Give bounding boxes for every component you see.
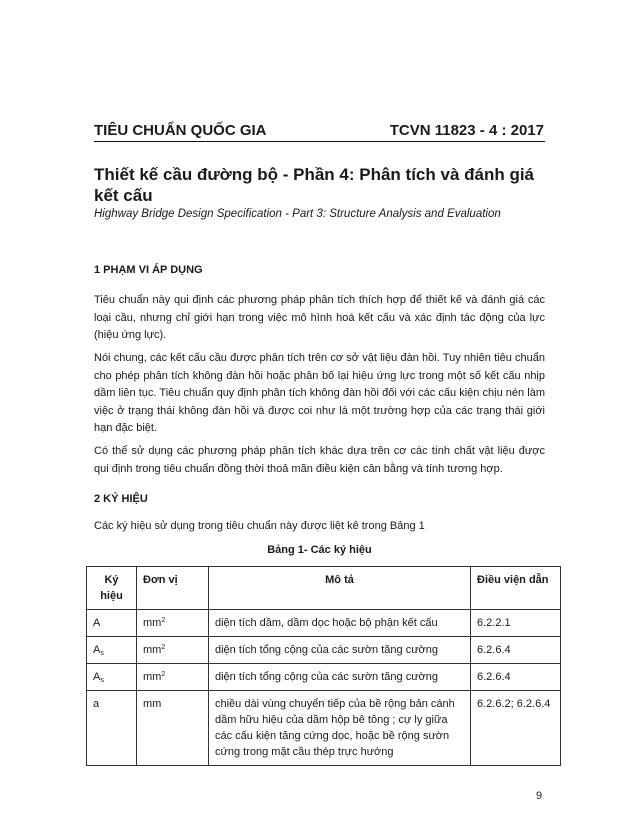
unit-cell: $mm^2$ — [137, 637, 209, 664]
reference-cell: 6.2.2.1 — [471, 610, 561, 637]
symbol-cell: $A_s$ — [87, 637, 137, 664]
section-1-heading: 1 PHẠM VI ÁP DỤNG — [94, 264, 203, 276]
description-cell: diện tích dầm, dầm dọc hoặc bộ phận kết cấu — [209, 610, 471, 637]
unit-cell: $mm^2$ — [137, 664, 209, 691]
column-header-reference: Điều viện dẫn — [471, 567, 561, 610]
description-cell: chiều dài vùng chuyển tiếp của bề rộng bản cánh dầm hữu hiệu của dầm hộp bê tông ; cự ly giữa các cấu kiện tăng cứng dọc, hoặc bề rộng sườn cứng trong mặt cầu thép trực hướng — [209, 691, 471, 766]
table-row — [87, 637, 561, 664]
symbols-table — [86, 566, 561, 766]
reference-cell: 6.2.6.2; 6.2.6.4 — [471, 691, 561, 766]
table-row — [87, 691, 561, 766]
column-header-symbol: Ký hiệu — [87, 567, 137, 610]
table-row — [87, 664, 561, 691]
table-caption: Bảng 1- Các ký hiệu — [267, 544, 372, 556]
unit-cell: $mm^2$ — [137, 610, 209, 637]
section-1-paragraph-3: Có thể sử dụng các phương pháp phân tích khác dựa trên cơ các tính chất vật liệu được qui định trong tiêu chuẩn đồng thời thoả mãn điều kiện cân bằng và tính tương hợp. — [94, 445, 545, 475]
table-header-row — [87, 567, 561, 610]
page-number: 9 — [536, 790, 543, 802]
section-1-paragraph-2: Nói chung, các kết cấu cầu được phân tích trên cơ sở vật liệu đàn hồi. Tuy nhiên tiêu chuẩn cho phép phân tích không đàn hồi hoặc phân bố lại hiệu ứng lực trong một số kết cấu nhịp dầm liên tục. Tiêu chuẩn quy định phân tích không đàn hồi đối với các cấu kiện chịu nén làm việc ở trạng thái không đàn hồi và được coi như là một trường hợp của các trạng thái giới hạn đặc biệt. — [94, 352, 545, 434]
description-cell: diện tích tổng cộng của các sườn tăng cường — [209, 664, 471, 691]
section-2-heading: 2 KÝ HIỆU — [94, 493, 148, 505]
column-header-unit: Đơn vị — [137, 567, 209, 610]
header-divider — [94, 141, 545, 142]
standard-number-label: TCVN 11823 - 4 : 2017 — [389, 121, 544, 139]
symbol-cell: a — [87, 691, 137, 766]
section-2-paragraph-1: Các ký hiệu sử dụng trong tiêu chuẩn này được liệt kê trong Bảng 1 — [94, 520, 425, 532]
unit-cell: mm — [137, 691, 209, 766]
symbol-cell: A — [87, 610, 137, 637]
standard-type-label: TIÊU CHUẨN QUỐC GIA — [94, 121, 267, 139]
column-header-description: Mô tả — [209, 567, 471, 610]
reference-cell: 6.2.6.4 — [471, 637, 561, 664]
symbol-cell: $A_s$ — [87, 664, 137, 691]
reference-cell: 6.2.6.4 — [471, 664, 561, 691]
description-cell: diện tích tổng cộng của các sườn tăng cường — [209, 637, 471, 664]
document-subtitle: Highway Bridge Design Specification - Part 3: Structure Analysis and Evaluation — [94, 208, 501, 220]
section-1-paragraph-1: Tiêu chuẩn này qui định các phương pháp phân tích thích hợp để thiết kế và đánh giá các loại cầu, nhưng chỉ giới hạn trong việc mô hình hoá kết cấu và xác định tác động của lực (hiệu ứng lực). — [94, 294, 545, 341]
document-title: Thiết kế cầu đường bộ - Phần 4: Phân tích và đánh giá kết cấu — [94, 165, 535, 205]
page-header — [94, 120, 544, 140]
table-row — [87, 610, 561, 637]
